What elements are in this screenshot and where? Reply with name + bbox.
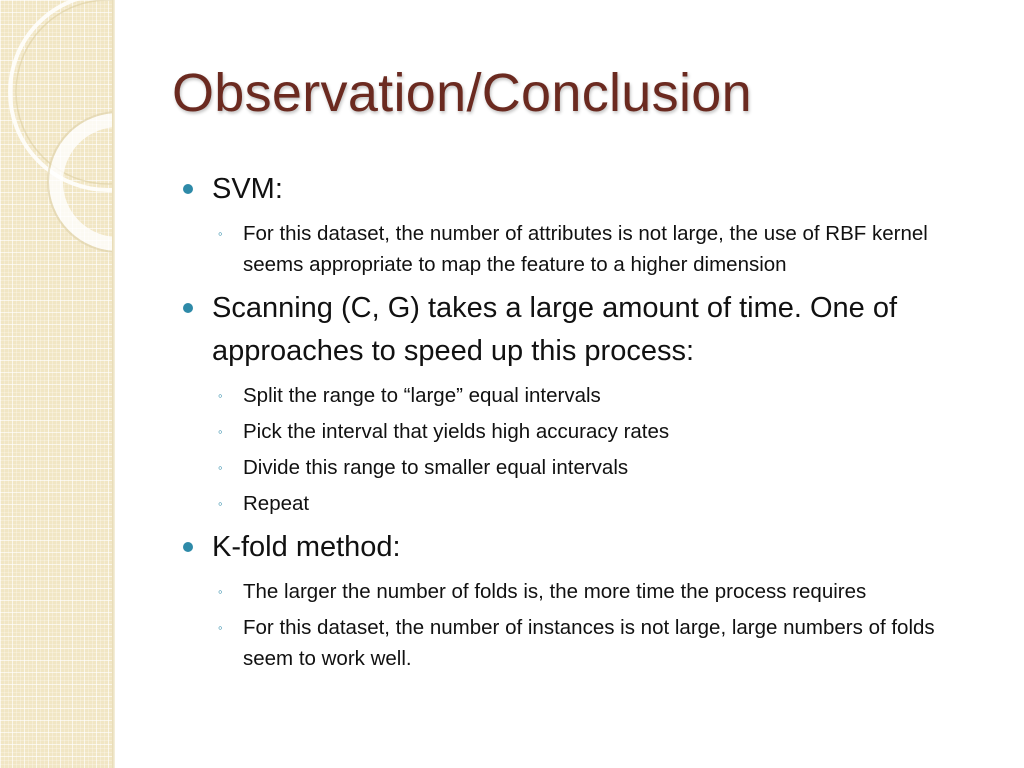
sub-bullet-text: For this dataset, the number of attributes is not large, the use of RBF kernel seems appropriate to map the feature to a higher dimension [243,222,928,276]
bullet-text: K-fold method: [212,531,401,563]
circle-bullet-icon: ◦ [218,620,223,635]
sub-bullet-item [182,576,982,607]
sub-bullet-item [182,612,982,674]
sub-bullet-text: Repeat [243,492,310,515]
sub-bullet-item [182,488,982,519]
circle-bullet-icon: ◦ [218,388,223,403]
sub-bullet-text: Divide this range to smaller equal intervals [243,456,629,479]
sub-bullet-list [182,576,982,674]
bullet-text: SVM: [212,173,283,205]
sub-bullet-item [182,380,982,411]
decorative-sidebar [0,0,112,768]
circle-bullet-icon: ◦ [218,584,223,599]
circle-bullet-icon: ◦ [218,460,223,475]
round-bullet-icon [183,542,193,552]
bullet-text: Scanning (C, G) takes a large amount of time. One of approaches to speed up this process: [212,292,898,367]
sub-bullet-text: Split the range to “large” equal intervals [243,384,601,407]
bullet-item-svm [182,168,982,211]
sub-bullet-list [182,218,982,280]
sub-bullet-item [182,416,982,447]
decorative-circles [0,0,112,768]
sub-bullet-item [182,452,982,483]
sub-bullet-text: For this dataset, the number of instances is not large, large numbers of folds seem to work well. [243,616,935,670]
sub-bullet-item [182,218,982,280]
sub-bullet-list [182,380,982,519]
circle-bullet-icon: ◦ [218,496,223,511]
sidebar-edge [112,0,115,768]
sub-bullet-text: The larger the number of folds is, the more time the process requires [243,580,867,603]
circle-bullet-icon: ◦ [218,424,223,439]
round-bullet-icon [183,184,193,194]
circle-bullet-icon: ◦ [218,226,223,241]
sub-bullet-text: Pick the interval that yields high accuracy rates [243,420,670,443]
bullet-item-kfold [182,526,982,569]
bullet-item-scanning [182,287,982,373]
round-bullet-icon [183,303,193,313]
slide-title: Observation/Conclusion [172,63,752,123]
slide-content [182,168,982,676]
